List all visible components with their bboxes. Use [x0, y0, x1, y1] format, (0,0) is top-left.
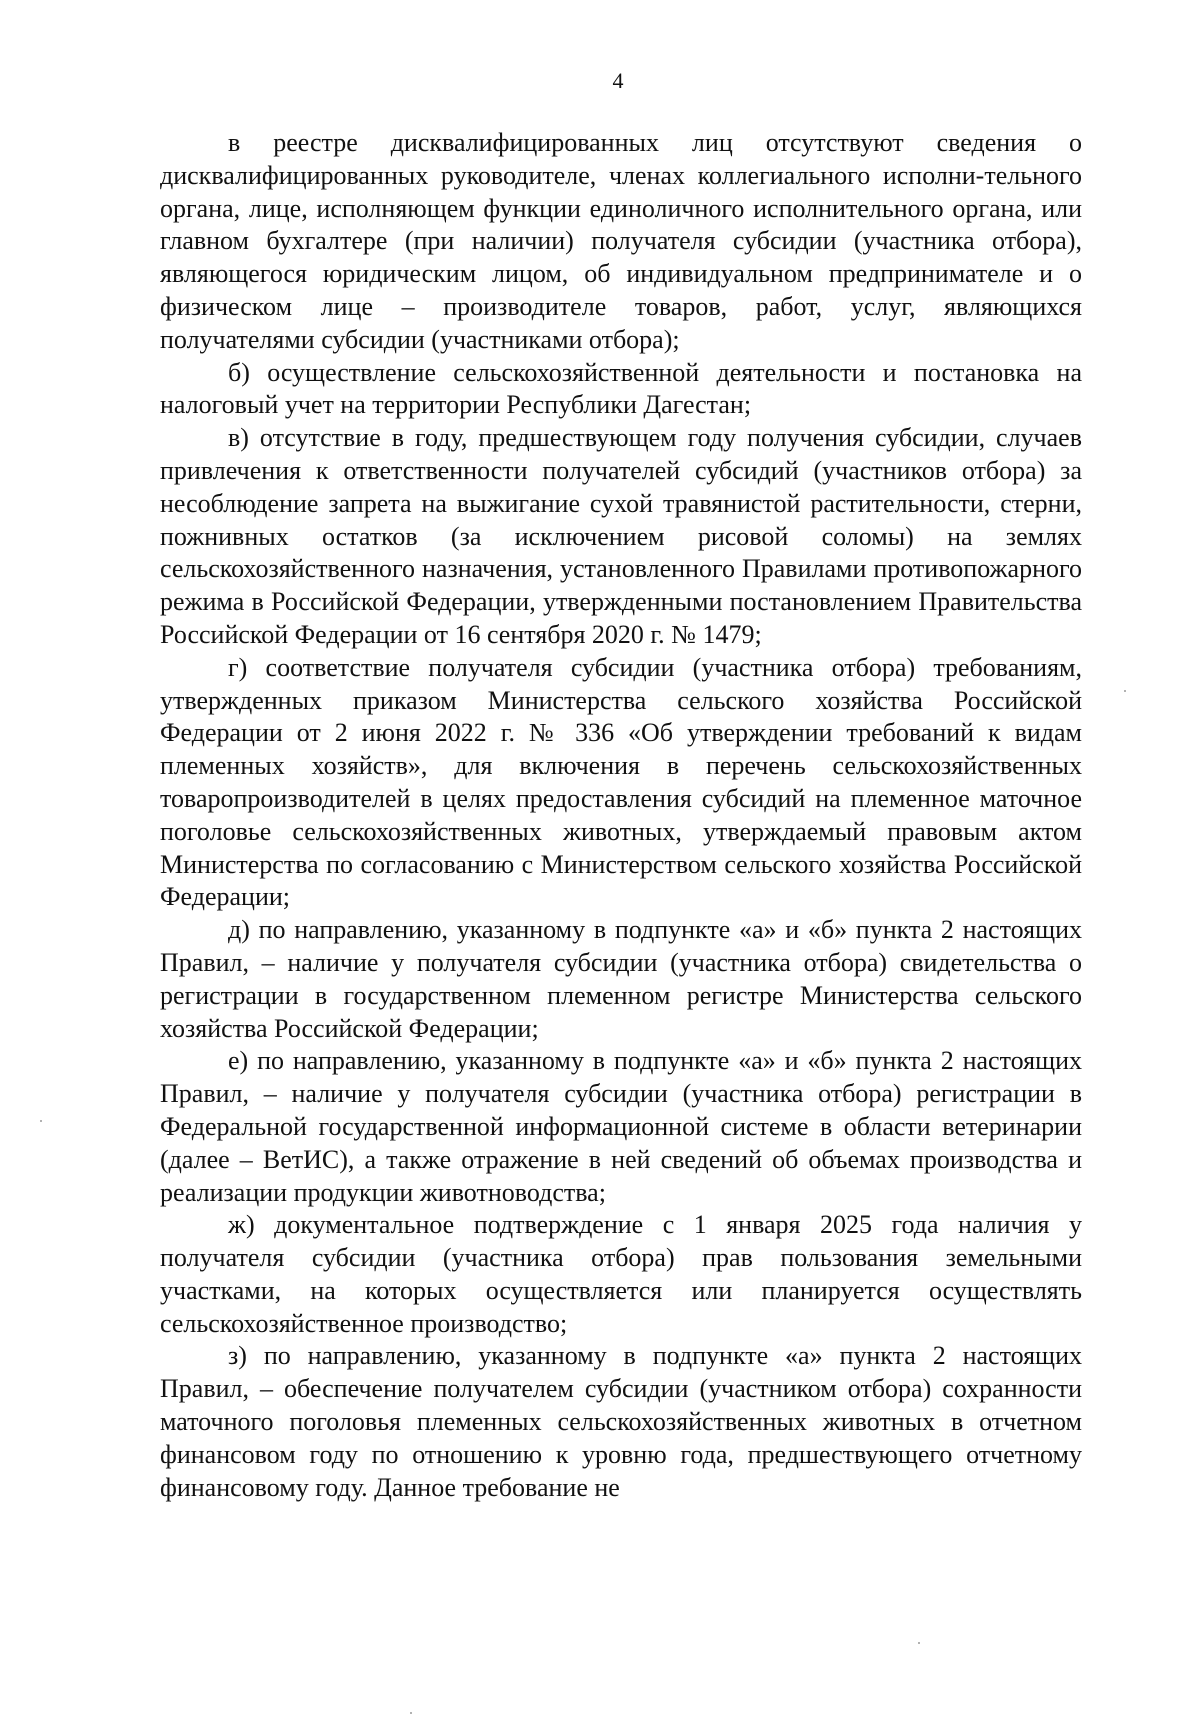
- scan-speck: [410, 1712, 412, 1714]
- document-body: [160, 127, 1082, 1504]
- scan-speck: [40, 1120, 42, 1122]
- scan-speck: [1124, 690, 1126, 692]
- paragraph-z: з) по направлению, указанному в подпункте «а» пункта 2 настоящих Правил, – обеспечение получателем субсидии (участником отбора) сохранности маточного поголовья племенных сельскохозяйственных животных в отчетном финансовом году по отношению к уровню года, предшествующего отчетному финансовому году. Данное требование не: [160, 1341, 1082, 1502]
- paragraph-b: б) осуществление сельскохозяйственной деятельности и постановка на налоговый учет на территории Республики Дагестан;: [160, 357, 1082, 420]
- paragraph-g: г) соответствие получателя субсидии (участника отбора) требованиям, утвержденных приказом Министерства сельского хозяйства Российской Федерации от 2 июня 2022 г. № 336 «Об утверждении требований к видам племенных хозяйств», для включения в перечень сельскохозяйственных товаропроизводителей в целях предоставления субсидий на племенное маточное поголовье сельскохозяйственных животных, утверждаемый правовым актом Министерства по согласованию с Министерством сельского хозяйства Российской Федерации;: [160, 652, 1082, 912]
- paragraph-v: в) отсутствие в году, предшествующем году получения субсидии, случаев привлечения к ответственности получателей субсидий (участников отбора) за несоблюдение запрета на выжигание сухой травянистой растительности, стерни, пожнивных остатков (за исключением рисовой соломы) на землях сельскохозяйственного назначения, установленного Правилами противопожарного режима в Российской Федерации, утвержденными постановлением Правительства Российской Федерации от 16 сентября 2020 г. № 1479;: [160, 423, 1082, 649]
- paragraph-d: д) по направлению, указанному в подпункте «а» и «б» пункта 2 настоящих Правил, – наличие у получателя субсидии (участника отбора) свидетельства о регистрации в государственном племенном регистре Министерства сельского хозяйства Российской Федерации;: [160, 915, 1082, 1043]
- scan-speck: [918, 1642, 920, 1644]
- paragraph-e: е) по направлению, указанному в подпункте «а» и «б» пункта 2 настоящих Правил, – наличие у получателя субсидии (участника отбора) регистрации в Федеральной государственной информационной системе в области ветеринарии (далее – ВетИС), а также отражение в ней сведений об объемах производства и реализации продукции животноводства;: [160, 1046, 1082, 1207]
- page-number: 4: [612, 68, 624, 93]
- paragraph-disqualified-registry: в реестре дисквалифицированных лиц отсутствуют сведения о дисквалифицированных руководителе, членах коллегиального исполни-тельного органа, лице, исполняющем функции единоличного исполнительного органа, или главном бухгалтере (при наличии) получателя субсидии (участника отбора), являющегося юридическим лицом, об индивидуальном предпринимателе и о физическом лице – производителе товаров, работ, услуг, являющихся получателями субсидии (участниками отбора);: [160, 128, 1082, 354]
- paragraph-zh: ж) документальное подтверждение с 1 января 2025 года наличия у получателя субсидии (участника отбора) прав пользования земельными участками, на которых осуществляется или планируется осуществлять сельскохозяйственное производство;: [160, 1210, 1082, 1338]
